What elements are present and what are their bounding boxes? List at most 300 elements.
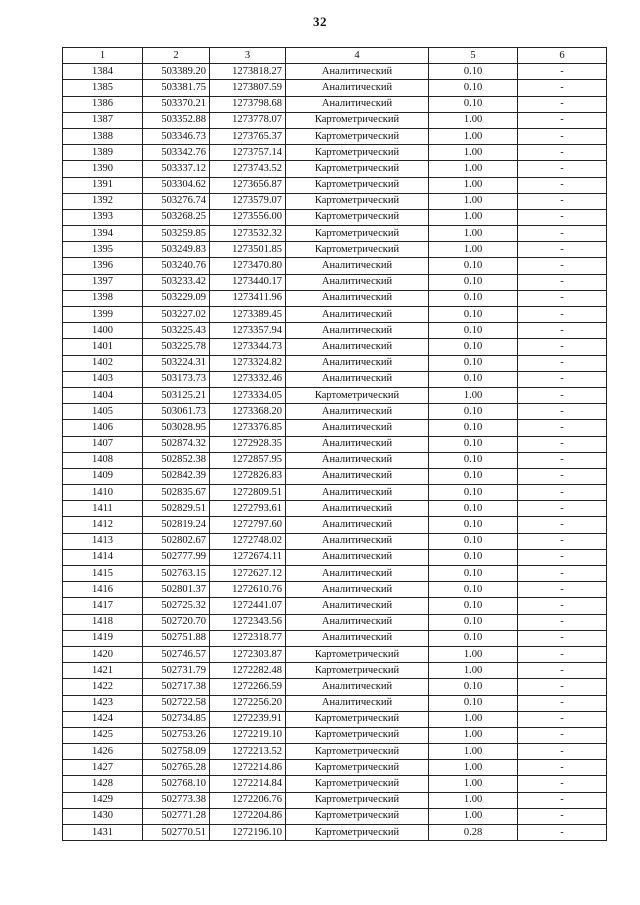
- x-coordinate-cell: 502770.51: [143, 825, 210, 841]
- description-cell: -: [518, 679, 607, 695]
- accuracy-cell: 1.00: [429, 193, 518, 209]
- point-number-cell: 1400: [63, 323, 143, 339]
- method-cell: Аналитический: [286, 582, 429, 598]
- description-cell: -: [518, 274, 607, 290]
- accuracy-cell: 0.10: [429, 420, 518, 436]
- method-cell: Аналитический: [286, 452, 429, 468]
- accuracy-cell: 0.10: [429, 436, 518, 452]
- method-cell: Аналитический: [286, 436, 429, 452]
- x-coordinate-cell: 502768.10: [143, 776, 210, 792]
- x-coordinate-cell: 502751.88: [143, 630, 210, 646]
- point-number-cell: 1409: [63, 468, 143, 484]
- method-cell: Картометрический: [286, 193, 429, 209]
- x-coordinate-cell: 502717.38: [143, 679, 210, 695]
- y-coordinate-cell: 1273765.37: [210, 128, 286, 144]
- point-number-cell: 1390: [63, 161, 143, 177]
- x-coordinate-cell: 502771.28: [143, 808, 210, 824]
- coordinates-table: [62, 47, 607, 841]
- description-cell: -: [518, 420, 607, 436]
- y-coordinate-cell: 1272826.83: [210, 468, 286, 484]
- table-row: [63, 371, 607, 387]
- x-coordinate-cell: 502746.57: [143, 646, 210, 662]
- column-header-1: 1: [63, 48, 143, 64]
- method-cell: Аналитический: [286, 96, 429, 112]
- accuracy-cell: 1.00: [429, 387, 518, 403]
- method-cell: Картометрический: [286, 112, 429, 128]
- y-coordinate-cell: 1272318.77: [210, 630, 286, 646]
- table-row: [63, 501, 607, 517]
- accuracy-cell: 0.10: [429, 404, 518, 420]
- point-number-cell: 1391: [63, 177, 143, 193]
- method-cell: Аналитический: [286, 614, 429, 630]
- accuracy-cell: 1.00: [429, 177, 518, 193]
- point-number-cell: 1397: [63, 274, 143, 290]
- accuracy-cell: 1.00: [429, 128, 518, 144]
- x-coordinate-cell: 502753.26: [143, 727, 210, 743]
- accuracy-cell: 0.10: [429, 549, 518, 565]
- point-number-cell: 1415: [63, 566, 143, 582]
- table-row: [63, 80, 607, 96]
- x-coordinate-cell: 502874.32: [143, 436, 210, 452]
- description-cell: -: [518, 646, 607, 662]
- x-coordinate-cell: 503352.88: [143, 112, 210, 128]
- table-row: [63, 533, 607, 549]
- accuracy-cell: 1.00: [429, 744, 518, 760]
- method-cell: Аналитический: [286, 64, 429, 80]
- point-number-cell: 1402: [63, 355, 143, 371]
- method-cell: Картометрический: [286, 711, 429, 727]
- point-number-cell: 1398: [63, 290, 143, 306]
- table-row: [63, 566, 607, 582]
- description-cell: -: [518, 339, 607, 355]
- column-header-2: 2: [143, 48, 210, 64]
- accuracy-cell: 1.00: [429, 711, 518, 727]
- point-number-cell: 1399: [63, 307, 143, 323]
- description-cell: -: [518, 533, 607, 549]
- point-number-cell: 1395: [63, 242, 143, 258]
- accuracy-cell: 0.10: [429, 80, 518, 96]
- accuracy-cell: 0.10: [429, 533, 518, 549]
- x-coordinate-cell: 503233.42: [143, 274, 210, 290]
- description-cell: -: [518, 193, 607, 209]
- description-cell: -: [518, 727, 607, 743]
- y-coordinate-cell: 1272441.07: [210, 598, 286, 614]
- accuracy-cell: 0.10: [429, 274, 518, 290]
- method-cell: Аналитический: [286, 501, 429, 517]
- x-coordinate-cell: 502852.38: [143, 452, 210, 468]
- x-coordinate-cell: 503259.85: [143, 226, 210, 242]
- description-cell: -: [518, 808, 607, 824]
- y-coordinate-cell: 1272239.91: [210, 711, 286, 727]
- accuracy-cell: 1.00: [429, 226, 518, 242]
- description-cell: -: [518, 452, 607, 468]
- description-cell: -: [518, 209, 607, 225]
- description-cell: -: [518, 760, 607, 776]
- y-coordinate-cell: 1272857.95: [210, 452, 286, 468]
- x-coordinate-cell: 502763.15: [143, 566, 210, 582]
- x-coordinate-cell: 502720.70: [143, 614, 210, 630]
- y-coordinate-cell: 1272748.02: [210, 533, 286, 549]
- description-cell: -: [518, 355, 607, 371]
- method-cell: Картометрический: [286, 209, 429, 225]
- y-coordinate-cell: 1273411.96: [210, 290, 286, 306]
- x-coordinate-cell: 502819.24: [143, 517, 210, 533]
- table-row: [63, 436, 607, 452]
- x-coordinate-cell: 502734.85: [143, 711, 210, 727]
- method-cell: Аналитический: [286, 355, 429, 371]
- point-number-cell: 1425: [63, 727, 143, 743]
- method-cell: Аналитический: [286, 307, 429, 323]
- accuracy-cell: 1.00: [429, 209, 518, 225]
- point-number-cell: 1410: [63, 485, 143, 501]
- y-coordinate-cell: 1272610.76: [210, 582, 286, 598]
- y-coordinate-cell: 1272793.61: [210, 501, 286, 517]
- point-number-cell: 1406: [63, 420, 143, 436]
- y-coordinate-cell: 1273334.05: [210, 387, 286, 403]
- point-number-cell: 1412: [63, 517, 143, 533]
- table-row: [63, 485, 607, 501]
- table-row: [63, 355, 607, 371]
- method-cell: Аналитический: [286, 404, 429, 420]
- accuracy-cell: 0.10: [429, 64, 518, 80]
- x-coordinate-cell: 503370.21: [143, 96, 210, 112]
- accuracy-cell: 0.10: [429, 468, 518, 484]
- table-row: [63, 695, 607, 711]
- y-coordinate-cell: 1272214.86: [210, 760, 286, 776]
- accuracy-cell: 1.00: [429, 663, 518, 679]
- x-coordinate-cell: 502765.28: [143, 760, 210, 776]
- y-coordinate-cell: 1272343.56: [210, 614, 286, 630]
- table-row: [63, 161, 607, 177]
- point-number-cell: 1413: [63, 533, 143, 549]
- table-row: [63, 727, 607, 743]
- method-cell: Картометрический: [286, 808, 429, 824]
- description-cell: -: [518, 80, 607, 96]
- description-cell: -: [518, 501, 607, 517]
- table-row: [63, 598, 607, 614]
- table-row: [63, 177, 607, 193]
- x-coordinate-cell: 503342.76: [143, 145, 210, 161]
- y-coordinate-cell: 1273344.73: [210, 339, 286, 355]
- table-row: [63, 112, 607, 128]
- method-cell: Картометрический: [286, 145, 429, 161]
- table-row: [63, 744, 607, 760]
- point-number-cell: 1423: [63, 695, 143, 711]
- y-coordinate-cell: 1272214.84: [210, 776, 286, 792]
- accuracy-cell: 0.10: [429, 290, 518, 306]
- accuracy-cell: 1.00: [429, 727, 518, 743]
- point-number-cell: 1428: [63, 776, 143, 792]
- table-row: [63, 128, 607, 144]
- method-cell: Аналитический: [286, 598, 429, 614]
- table-row: [63, 711, 607, 727]
- accuracy-cell: 0.10: [429, 517, 518, 533]
- accuracy-cell: 1.00: [429, 646, 518, 662]
- column-header-4: 4: [286, 48, 429, 64]
- accuracy-cell: 0.28: [429, 825, 518, 841]
- method-cell: Картометрический: [286, 792, 429, 808]
- point-number-cell: 1427: [63, 760, 143, 776]
- column-header-6: 6: [518, 48, 607, 64]
- description-cell: -: [518, 112, 607, 128]
- accuracy-cell: 0.10: [429, 695, 518, 711]
- point-number-cell: 1404: [63, 387, 143, 403]
- table-row: [63, 339, 607, 355]
- y-coordinate-cell: 1272627.12: [210, 566, 286, 582]
- table-row: [63, 679, 607, 695]
- accuracy-cell: 1.00: [429, 776, 518, 792]
- point-number-cell: 1419: [63, 630, 143, 646]
- table-row: [63, 193, 607, 209]
- y-coordinate-cell: 1273324.82: [210, 355, 286, 371]
- table-row: [63, 808, 607, 824]
- table-row: [63, 323, 607, 339]
- point-number-cell: 1426: [63, 744, 143, 760]
- description-cell: -: [518, 290, 607, 306]
- table-header: [63, 48, 607, 64]
- point-number-cell: 1418: [63, 614, 143, 630]
- point-number-cell: 1429: [63, 792, 143, 808]
- method-cell: Аналитический: [286, 566, 429, 582]
- method-cell: Аналитический: [286, 533, 429, 549]
- description-cell: -: [518, 549, 607, 565]
- method-cell: Картометрический: [286, 161, 429, 177]
- description-cell: -: [518, 307, 607, 323]
- table-row: [63, 258, 607, 274]
- point-number-cell: 1407: [63, 436, 143, 452]
- point-number-cell: 1422: [63, 679, 143, 695]
- accuracy-cell: 0.10: [429, 630, 518, 646]
- accuracy-cell: 1.00: [429, 112, 518, 128]
- x-coordinate-cell: 503304.62: [143, 177, 210, 193]
- method-cell: Аналитический: [286, 679, 429, 695]
- accuracy-cell: 0.10: [429, 582, 518, 598]
- table-row: [63, 517, 607, 533]
- table-row: [63, 582, 607, 598]
- x-coordinate-cell: 502722.58: [143, 695, 210, 711]
- x-coordinate-cell: 502758.09: [143, 744, 210, 760]
- y-coordinate-cell: 1273389.45: [210, 307, 286, 323]
- point-number-cell: 1392: [63, 193, 143, 209]
- table-row: [63, 776, 607, 792]
- y-coordinate-cell: 1272213.52: [210, 744, 286, 760]
- point-number-cell: 1421: [63, 663, 143, 679]
- description-cell: -: [518, 436, 607, 452]
- x-coordinate-cell: 503337.12: [143, 161, 210, 177]
- method-cell: Аналитический: [286, 80, 429, 96]
- y-coordinate-cell: 1273470.80: [210, 258, 286, 274]
- x-coordinate-cell: 502829.51: [143, 501, 210, 517]
- accuracy-cell: 1.00: [429, 145, 518, 161]
- y-coordinate-cell: 1272809.51: [210, 485, 286, 501]
- table-row: [63, 64, 607, 80]
- point-number-cell: 1420: [63, 646, 143, 662]
- point-number-cell: 1396: [63, 258, 143, 274]
- description-cell: -: [518, 96, 607, 112]
- y-coordinate-cell: 1273376.85: [210, 420, 286, 436]
- method-cell: Картометрический: [286, 387, 429, 403]
- y-coordinate-cell: 1273357.94: [210, 323, 286, 339]
- x-coordinate-cell: 503224.31: [143, 355, 210, 371]
- x-coordinate-cell: 503346.73: [143, 128, 210, 144]
- point-number-cell: 1431: [63, 825, 143, 841]
- x-coordinate-cell: 502802.67: [143, 533, 210, 549]
- accuracy-cell: 0.10: [429, 371, 518, 387]
- y-coordinate-cell: 1272206.76: [210, 792, 286, 808]
- accuracy-cell: 0.10: [429, 614, 518, 630]
- x-coordinate-cell: 503061.73: [143, 404, 210, 420]
- description-cell: -: [518, 614, 607, 630]
- description-cell: -: [518, 711, 607, 727]
- table-row: [63, 404, 607, 420]
- y-coordinate-cell: 1273556.00: [210, 209, 286, 225]
- description-cell: -: [518, 582, 607, 598]
- table-row: [63, 825, 607, 841]
- table-row: [63, 242, 607, 258]
- description-cell: -: [518, 242, 607, 258]
- x-coordinate-cell: 502801.37: [143, 582, 210, 598]
- y-coordinate-cell: 1273332.46: [210, 371, 286, 387]
- x-coordinate-cell: 503389.20: [143, 64, 210, 80]
- x-coordinate-cell: 503225.43: [143, 323, 210, 339]
- table-body: [63, 64, 607, 841]
- method-cell: Аналитический: [286, 274, 429, 290]
- description-cell: -: [518, 695, 607, 711]
- method-cell: Картометрический: [286, 128, 429, 144]
- method-cell: Аналитический: [286, 323, 429, 339]
- x-coordinate-cell: 503229.09: [143, 290, 210, 306]
- point-number-cell: 1393: [63, 209, 143, 225]
- point-number-cell: 1416: [63, 582, 143, 598]
- description-cell: -: [518, 468, 607, 484]
- table-row: [63, 96, 607, 112]
- accuracy-cell: 1.00: [429, 792, 518, 808]
- table-row: [63, 614, 607, 630]
- method-cell: Картометрический: [286, 177, 429, 193]
- x-coordinate-cell: 502835.67: [143, 485, 210, 501]
- method-cell: Картометрический: [286, 242, 429, 258]
- method-cell: Картометрический: [286, 226, 429, 242]
- point-number-cell: 1388: [63, 128, 143, 144]
- y-coordinate-cell: 1273798.68: [210, 96, 286, 112]
- y-coordinate-cell: 1273778.07: [210, 112, 286, 128]
- description-cell: -: [518, 517, 607, 533]
- x-coordinate-cell: 503381.75: [143, 80, 210, 96]
- method-cell: Картометрический: [286, 776, 429, 792]
- y-coordinate-cell: 1272256.20: [210, 695, 286, 711]
- point-number-cell: 1408: [63, 452, 143, 468]
- table-row: [63, 420, 607, 436]
- point-number-cell: 1387: [63, 112, 143, 128]
- accuracy-cell: 0.10: [429, 307, 518, 323]
- y-coordinate-cell: 1273579.07: [210, 193, 286, 209]
- method-cell: Аналитический: [286, 630, 429, 646]
- point-number-cell: 1403: [63, 371, 143, 387]
- table-row: [63, 760, 607, 776]
- column-header-5: 5: [429, 48, 518, 64]
- method-cell: Картометрический: [286, 825, 429, 841]
- description-cell: -: [518, 258, 607, 274]
- table-row: [63, 226, 607, 242]
- method-cell: Аналитический: [286, 290, 429, 306]
- y-coordinate-cell: 1273656.87: [210, 177, 286, 193]
- y-coordinate-cell: 1273501.85: [210, 242, 286, 258]
- method-cell: Картометрический: [286, 727, 429, 743]
- x-coordinate-cell: 503268.25: [143, 209, 210, 225]
- description-cell: -: [518, 630, 607, 646]
- method-cell: Аналитический: [286, 485, 429, 501]
- method-cell: Аналитический: [286, 517, 429, 533]
- y-coordinate-cell: 1272282.48: [210, 663, 286, 679]
- accuracy-cell: 0.10: [429, 323, 518, 339]
- page-number: 32: [313, 14, 327, 29]
- table-row: [63, 145, 607, 161]
- method-cell: Аналитический: [286, 695, 429, 711]
- accuracy-cell: 1.00: [429, 242, 518, 258]
- x-coordinate-cell: 502725.32: [143, 598, 210, 614]
- point-number-cell: 1405: [63, 404, 143, 420]
- table-row: [63, 646, 607, 662]
- description-cell: -: [518, 128, 607, 144]
- y-coordinate-cell: 1272219.10: [210, 727, 286, 743]
- accuracy-cell: 0.10: [429, 355, 518, 371]
- table-row: [63, 452, 607, 468]
- accuracy-cell: 0.10: [429, 96, 518, 112]
- accuracy-cell: 1.00: [429, 760, 518, 776]
- point-number-cell: 1417: [63, 598, 143, 614]
- y-coordinate-cell: 1272797.60: [210, 517, 286, 533]
- y-coordinate-cell: 1273368.20: [210, 404, 286, 420]
- x-coordinate-cell: 503173.73: [143, 371, 210, 387]
- accuracy-cell: 0.10: [429, 679, 518, 695]
- point-number-cell: 1414: [63, 549, 143, 565]
- y-coordinate-cell: 1273807.59: [210, 80, 286, 96]
- accuracy-cell: 0.10: [429, 258, 518, 274]
- point-number-cell: 1385: [63, 80, 143, 96]
- y-coordinate-cell: 1273757.14: [210, 145, 286, 161]
- table-row: [63, 792, 607, 808]
- description-cell: -: [518, 744, 607, 760]
- method-cell: Картометрический: [286, 663, 429, 679]
- x-coordinate-cell: 503249.83: [143, 242, 210, 258]
- x-coordinate-cell: 503125.21: [143, 387, 210, 403]
- point-number-cell: 1394: [63, 226, 143, 242]
- point-number-cell: 1424: [63, 711, 143, 727]
- description-cell: -: [518, 566, 607, 582]
- description-cell: -: [518, 177, 607, 193]
- description-cell: -: [518, 598, 607, 614]
- accuracy-cell: 0.10: [429, 452, 518, 468]
- table-row: [63, 663, 607, 679]
- y-coordinate-cell: 1272266.59: [210, 679, 286, 695]
- method-cell: Аналитический: [286, 549, 429, 565]
- point-number-cell: 1411: [63, 501, 143, 517]
- description-cell: -: [518, 663, 607, 679]
- x-coordinate-cell: 502777.99: [143, 549, 210, 565]
- table-row: [63, 274, 607, 290]
- table-row: [63, 630, 607, 646]
- point-number-cell: 1384: [63, 64, 143, 80]
- x-coordinate-cell: 502731.79: [143, 663, 210, 679]
- point-number-cell: 1389: [63, 145, 143, 161]
- description-cell: -: [518, 226, 607, 242]
- description-cell: -: [518, 161, 607, 177]
- x-coordinate-cell: 503028.95: [143, 420, 210, 436]
- y-coordinate-cell: 1272928.35: [210, 436, 286, 452]
- method-cell: Картометрический: [286, 760, 429, 776]
- method-cell: Аналитический: [286, 468, 429, 484]
- description-cell: -: [518, 776, 607, 792]
